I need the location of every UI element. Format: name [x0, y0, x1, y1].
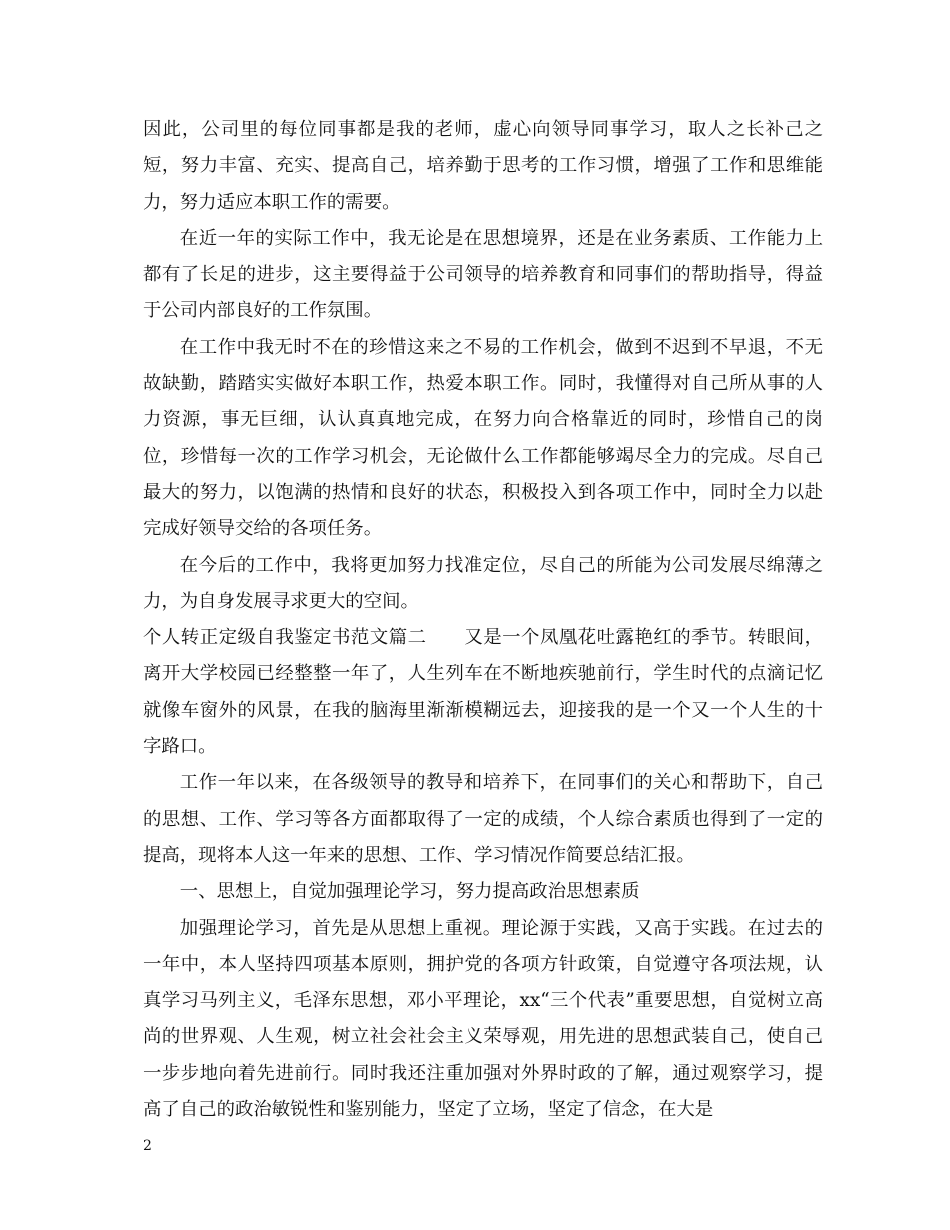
paragraph: 因此，公司里的每位同事都是我的老师，虚心向领导同事学习，取人之长补己之短，努力丰富、充实、提高自己，培养勤于思考的工作习惯，增强了工作和思维能力，努力适应本职工作的需要。 — [143, 119, 823, 213]
paragraph: 工作一年以来，在各级领导的教导和培养下，在同事们的关心和帮助下，自己的思想、工作、学习等各方面都取得了一定的成绩，个人综合素质也得到了一定的提高，现将本人这一年来的思想、工作、学习情况作简要总结汇报。 — [143, 772, 823, 866]
paragraph: 在近一年的实际工作中，我无论是在思想境界，还是在业务素质、工作能力上都有了长足的进步，这主要得益于公司领导的培养教育和同事们的帮助指导，得益于公司内部良好的工作氛围。 — [143, 227, 823, 322]
document-body — [143, 112, 823, 1128]
page-number: 2 — [143, 1138, 152, 1154]
section-heading-paragraph: 个人转正定级自我鉴定书范文篇二 又是一个凤凰花吐露艳红的季节。转眼间，离开大学校园已经整整一年了，人生列车在不断地疾驰前行，学生时代的点滴记忆就像车窗外的风景，在我的脑海里渐渐模糊远去，迎接我的是一个又一个人生的十字路口。 — [143, 627, 823, 758]
paragraph: 在工作中我无时不在的珍惜这来之不易的工作机会，做到不迟到不早退，不无故缺勤，踏踏实实做好本职工作，热爱本职工作。同时，我懂得对自己所从事的人力资源，事无巨细，认认真真地完成，在努力向合格靠近的同时，珍惜自己的岗位，珍惜每一次的工作学习机会，无论做什么工作都能够竭尽全力的完成。尽自己最大的努力，以饱满的热情和良好的状态，积极投入到各项工作中，同时全力以赴完成好领导交给的各项任务。 — [143, 336, 823, 540]
subheading: 一、思想上，自觉加强理论学习，努力提高政治思想素质 — [179, 881, 640, 903]
paragraph: 加强理论学习，首先是从思想上重视。理论源于实践，又高于实践。在过去的一年中，本人坚持四项基本原则，拥护党的各项方针政策，自觉遵守各项法规，认真学习马列主义，毛泽东思想，邓小平理论，xx“三个代表”重要思想，自觉树立高尚的世界观、人生观，树立社会社会主义荣辱观，用先进的思想武装自己，使自己一步步地向着先进前行。同时我还注重加强对外界时政的了解，通过观察学习，提高了自己的政治敏锐性和鉴别能力，坚定了立场，坚定了信念，在大是 — [143, 917, 823, 1121]
paragraph: 在今后的工作中，我将更加努力找准定位，尽自己的所能为公司发展尽绵薄之力，为自身发展寻求更大的空间。 — [143, 554, 823, 612]
